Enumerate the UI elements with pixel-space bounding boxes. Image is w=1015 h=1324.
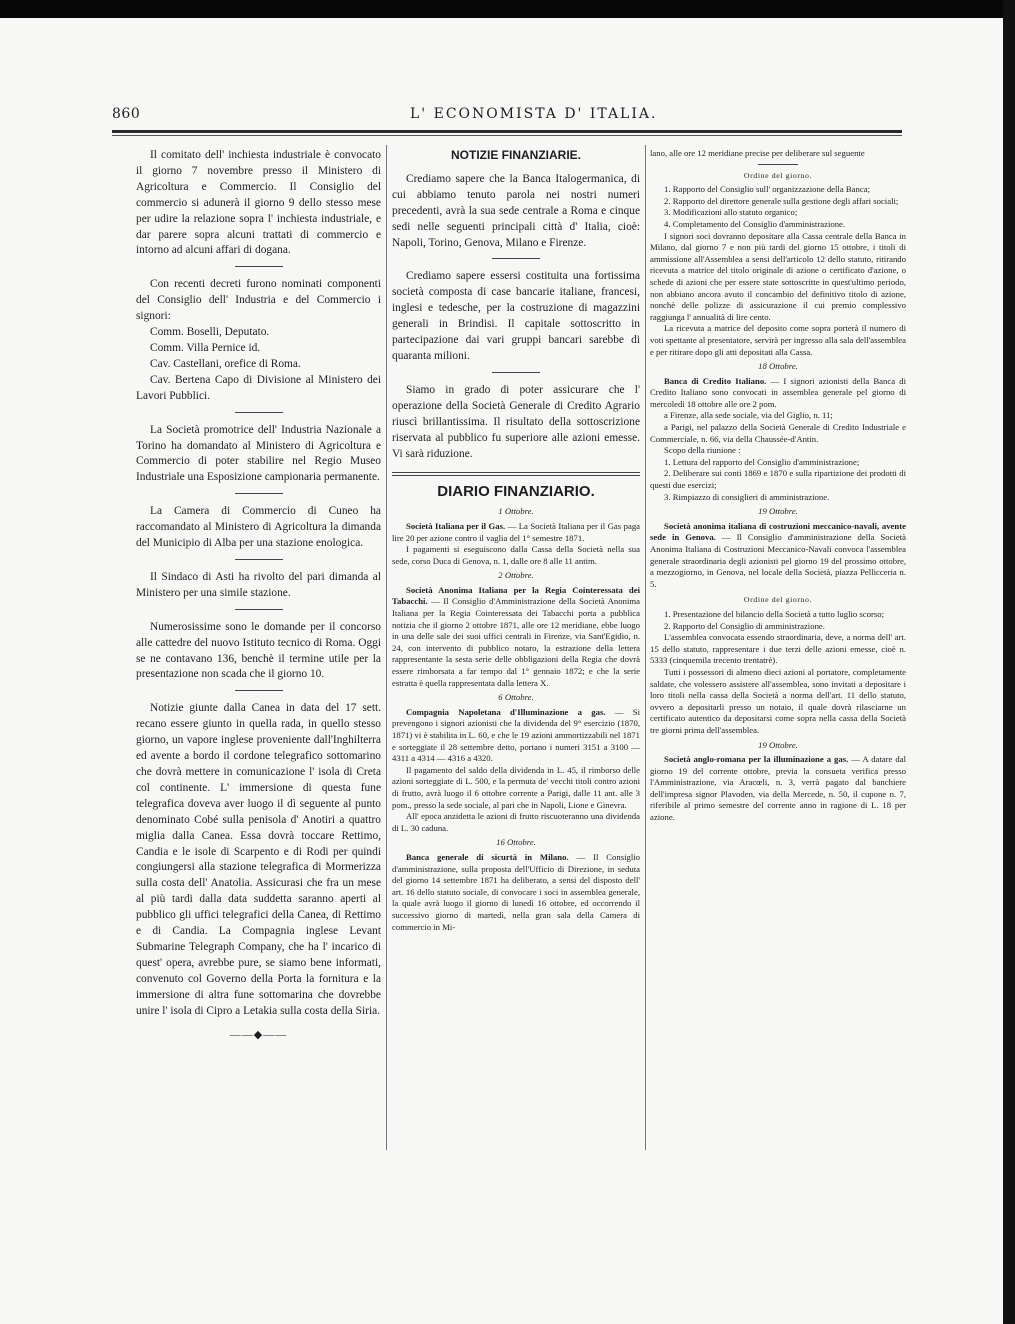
agenda-item: 1. Lettura del rapporto del Consiglio d'amministrazione; xyxy=(664,456,860,467)
news-paragraph: Il comitato dell' inchiesta industriale è convocato il giorno 7 novembre presso il Ministero di Agricoltura e Commercio. Il Consiglio del commercio si adunerà il giorno 9 dello stesso mese per udire la relazione sopra l' inchiesta industriale, e dar parere sopra alcuni trattati di commercio e intorno ad alcuni affari di dogana. xyxy=(136,149,381,257)
entry-heading: Banca di Credito Italiano. xyxy=(664,375,767,386)
entry-text: — Si prevengono i signori azionisti che la dividenda del 9° esercizio (1870, 1871) vi è stabilita in L. 60, e che le 19 azioni ammortizzabili nel 1871 e sorteggiate il 28 settembre detto, portano i numeri 3151 a 3100 — 4311 a 4314 — 4316 a 4320. xyxy=(392,706,641,764)
news-paragraph: Notizie giunte dalla Canea in data del 17 sett. recano essere giunto in quella rada, in quello stesso giorno, un vapore inglese proveniente dall'Inghilterra ed avente a bordo il cordone telegrafico sottomarino che dovrà mettere in comunicazione l' isola di Creta col continente. L' immersione di questa fune telegrafica doveva aver luogo il dì seguente al punto denominato Cobé sulla penisola d' Anotiri a quattro miglia dalla Canea. Essa dovrà toccare Rettimo, Candia e le isole di Scarpento e di Rodi per quindi congiungersi alla stazione telegrafica di Mormerizza sulla costa dell' Anatolia. Assicurasi che fra un mese al più tardi dalla data suddetta saranno aperti al pubblico gli uffici telegrafici della Canea, di Rettimo e di Candia. La Compagnia inglese Levant Submarine Telegraph Company, che ha l' incarico di quest' opera, avrebbe pure, se siamo bene informati, convenuto col Governo della Porta la fornitura e la immersione di altra fune sottomarina che dovrebbe unire l' isola di Cipro a Letakia sulla costa della Siria. xyxy=(136,702,381,1017)
separator xyxy=(235,609,283,610)
entry-text: — Il Consiglio d'Amministrazione della Società Anonima Italiana per la Regia Cointeressata dei Tabacchi porta a pubblica notizia che il giorno 2 ottobre 1871, alle ore 12 meridiane, ebbe luogo in una delle sale dei suoi uffici centrali in Firenze, via Sant'Egidio, n. 24, con intervento di pubblico notaro, la estrazione della lettera rappresentante la sesta serie delle obbligazioni della Regia che dovrà essere rimborsata a far tempo dal 1° gennaio 1872; e che la serie estratta è quella rappresentata dalla lettera X. xyxy=(392,596,640,688)
news-paragraph: Siamo in grado di poter assicurare che l' operazione della Società Generale di Credito Agrario riuscì brillantissima. Il risultato della sottoscrizione riservata al pubblico fu superiore alle azioni emesse. Vi sarà riduzione. xyxy=(392,383,640,460)
separator xyxy=(235,690,283,691)
diary-entry: La ricevuta a matrice del deposito come sopra porterà il numero di voti spettante al presentatore, servirà per ingresso alla sala dell'assemblea e per ritirare dopo gli atti depositati alla Cassa. xyxy=(650,323,906,357)
header-rule xyxy=(112,130,902,133)
entry-text: — Il Consiglio d'amministrazione della Società Anonima Italiana di Costruzioni Meccanico-Navali convoca l'assemblea generale straordinaria degli azionisti pel giorno 19 del prossimo ottobre, a mezzogiorno, in Genova, nel locale della Società, piazza Pellicceria n. 5. xyxy=(650,532,906,589)
location-line: a Parigi, nel palazzo della Società Generale di Credito Industriale e Commerciale, n. 66, via della Chaussée-d'Antin. xyxy=(650,422,906,444)
diary-entry: L'assemblea convocata essendo straordinaria, deve, a norma dell' art. 15 dello statuto, rappresentare i due terzi delle azioni emesse, cioè n. 5333 (cinquemila trecento trentatrè). xyxy=(650,632,906,666)
diary-entry: I pagamenti si eseguiscono dalla Cassa della Società nella sua sede, corso Duca di Genova, n. 1, dalle ore 8 alle 11 antim. xyxy=(392,544,640,566)
news-paragraph: Con recenti decreti furono nominati componenti del Consiglio dell' Industria e del Commercio i signori: xyxy=(136,278,381,323)
separator xyxy=(235,493,283,494)
diary-entry xyxy=(650,521,906,591)
page-header xyxy=(112,106,902,128)
diary-entry: Il pagamento del saldo della dividenda in L. 45, il rimborso delle azioni sorteggiate di L. 500, e la permuta de' vecchi titoli contro azioni di frutto, avrà luogo il 6 ottobre corrente a Parigi, dalle 11 ant. alle 3 pom., presso la sede sociale, al pari che in Napoli, Lione e Ginevra. xyxy=(392,764,640,810)
column-middle xyxy=(392,148,640,933)
entry-text: — Il Consiglio d'amministrazione, sulla proposta dell'Ufficio di Direzione, in seduta del giorno 14 settembre 1871 ha deliberato, a sensi del disposto dell' art. 16 dello statuto sociale, di convocare i soci in assemblea generale, la quale avrà luogo il giorno di lunedì 16 ottobre, ed occorrendo il successivo giorno di martedì, nella gran sala della Camera di commercio in Mi- xyxy=(392,851,641,932)
news-paragraph: La Società promotrice dell' Industria Nazionale a Torino ha domandato al Ministero di Agricoltura e Commercio di poter stabilire nel Regio Museo Industriale una Esposizione campionaria permanente. xyxy=(136,423,381,484)
end-ornament: ——◆—— xyxy=(229,1028,288,1041)
diary-entry: All' epoca anzidetta le azioni di frutto riscuoteranno una dividenda di L. 30 caduna. xyxy=(392,811,640,833)
section-rule xyxy=(392,472,640,476)
separator xyxy=(758,164,798,165)
news-paragraph: Numerosissime sono le domande per il concorso alle cattedre del nuovo Istituto tecnico di Roma. Oggi se ne contavano 136, benchè il termine utile per la presentazione non scada che il giorno 10. xyxy=(136,620,381,681)
section-title: NOTIZIE FINANZIARIE. xyxy=(451,148,581,162)
diary-entry xyxy=(392,707,640,765)
agenda-item: 3. Modificazioni allo statuto organico; xyxy=(664,207,798,218)
agenda-item: 3. Rimpiazzo di consiglieri di amministrazione. xyxy=(664,491,830,502)
agenda-title: Ordine del giorno. xyxy=(743,170,813,180)
column-left xyxy=(136,148,381,1043)
journal-title: L' ECONOMISTA D' ITALIA. xyxy=(410,106,658,122)
agenda-item: 2. Deliberare sui conti 1869 e 1870 e sulla ripartizione dei prodotti di questi due esercizi; xyxy=(650,468,906,491)
news-paragraph: Il Sindaco di Asti ha rivolto del pari dimanda al Ministero per una simile stazione. xyxy=(136,570,381,599)
separator xyxy=(235,559,283,560)
entry-text: — La Società Italiana per il Gas paga lire 20 per azione contro il vaglia del 1° semestre 1871. xyxy=(392,520,641,543)
name-entry: Cav. Castellani, orefice di Roma. xyxy=(150,357,301,370)
entry-heading: Banca generale di sicurtà in Milano. xyxy=(406,851,569,862)
separator xyxy=(235,266,283,267)
diary-entry xyxy=(650,376,906,411)
agenda-item: 2. Rapporto del Consiglio di amministrazione. xyxy=(664,620,825,631)
header-rule-thin xyxy=(112,135,902,136)
entry-heading: Società anonima italiana di costruzioni meccanico-navali, avente sede in Genova. xyxy=(650,520,906,543)
column-divider xyxy=(645,145,646,1150)
entry-date: 18 Ottobre. xyxy=(758,361,798,372)
name-entry: Comm. Boselli, Deputato. xyxy=(150,326,270,339)
entry-text: — I signori azionisti della Banca di Credito Italiano sono convocati in assemblea generale pel giorno di mercoledì 18 ottobre alle ore 2 pom. xyxy=(650,375,907,409)
diary-entry: lano, alle ore 12 meridiane precise per deliberare sul seguente xyxy=(650,148,865,158)
entry-date: 16 Ottobre. xyxy=(496,837,536,848)
name-entry: Cav. Bertena Capo di Divisione al Ministero dei Lavori Pubblici. xyxy=(136,373,381,402)
diary-entry: Tutti i possessori di almeno dieci azioni al portatore, completamente saldate, che volessero assistere all'assemblea, sono invitati a depositare i loro titoli nella cassa della Società a norma dell'art. 11 dello statuto, ovvero a depositarli presso un notaio, il quale dovrà rilasciarne un certificato autentico da depositarsi come sopra nella cassa della Società tre giorni prima dell'assemblea. xyxy=(650,666,906,735)
entry-date: 2 Ottobre. xyxy=(498,570,534,581)
separator xyxy=(492,258,540,259)
agenda-item: 4. Completamento del Consiglio d'amministrazione. xyxy=(664,218,846,229)
separator xyxy=(235,412,283,413)
separator xyxy=(492,372,540,373)
section-title: DIARIO FINANZIARIO. xyxy=(437,483,595,501)
diary-entry: I signori soci dovranno depositare alla Cassa centrale della Banca in Milano, dal giorno 7 e non più tardi del giorno 15 ottobre, i titoli di ammissione all'Assemblea a sensi dell'articolo 12 dello statuto, ritirando ricevuta a matrice del titolo originale di azione o certificato d'azione, o schede di azioni che per essere state sottoscritte in quest'ultimo periodo, non abbiano ancora avuto il concambio del definitivo titolo di azione, nonchè delle polizze di assicurazione il cui premio complessivo raggiunga l' annualità di lire cento. xyxy=(650,230,906,322)
news-paragraph: Crediamo sapere essersi costituita una fortissima società composta di case bancarie italiane, francesi, inglesi e tedesche, per la costruzione di magazzini generali in Brindisi. Il capitale sottoscritto in partecipazione dai vari gruppi bancari sarebbe di quaranta milioni. xyxy=(392,270,640,362)
entry-date: 6 Ottobre. xyxy=(498,692,534,703)
agenda-item: 1. Rapporto del Consiglio sull' organizzazione della Banca; xyxy=(664,184,870,195)
entry-heading: Società Anonima Italiana per la Regia Cointeressata dei Tabacchi. xyxy=(392,584,640,607)
scan-right-border xyxy=(1003,0,1015,1324)
entry-date: 1 Ottobre. xyxy=(498,506,534,517)
diary-entries xyxy=(392,506,640,933)
agenda-item: 1. Presentazione del bilancio della Società a tutto luglio scorso; xyxy=(664,608,885,619)
agenda-item: 2. Rapporto del direttore generale sulla gestione degli affari sociali; xyxy=(664,195,899,206)
entry-date: 19 Ottobre. xyxy=(758,739,798,750)
diary-entry xyxy=(392,585,640,689)
agenda-title: Scopo della riunione : xyxy=(664,445,741,456)
column-divider xyxy=(386,145,387,1150)
entry-date: 19 Ottobre. xyxy=(758,506,798,517)
diary-entry xyxy=(392,852,640,933)
diary-entry xyxy=(650,754,906,824)
location-line: a Firenze, alla sede sociale, via del Giglio, n. 11; xyxy=(664,410,833,421)
agenda-title: Ordine del giorno. xyxy=(743,595,813,605)
diary-entry xyxy=(392,521,640,544)
entry-text: — A datare dal giorno 19 del corrente ottobre, previa la consueta verifica presso l'Amministrazione, via Aracœli, n. 3, verrà pagato dal banchiere dell'impresa signor Plavoden, via della Mercede, n. 50, il cupone n. 7, riferibile al primo semestre del corrente anno in ragione di L. 18 per azione. xyxy=(650,754,906,823)
name-entry: Comm. Villa Pernice id. xyxy=(150,341,261,354)
entry-heading: Compagnia Napoletana d'Illuminazione a gas. xyxy=(406,706,606,717)
entry-heading: Società anglo-romana per la illuminazione a gas. xyxy=(664,754,849,765)
scan-top-border xyxy=(0,0,1015,20)
news-paragraph: La Camera di Commercio di Cuneo ha raccomandato al Ministero di Agricoltura la dimanda del Municipio di Alba per una stazione enologica. xyxy=(136,505,381,550)
news-paragraph: Crediamo sapere che la Banca Italogermanica, di cui abbiamo tenuto parola nei nostri numeri precedenti, avrà la sua sede centrale a Roma e cinque sedi nelle seguenti principali città d' Italia, cioè: Napoli, Torino, Genova, Milano e Firenze. xyxy=(392,172,640,249)
column-right xyxy=(650,148,906,824)
page-number: 860 xyxy=(112,106,141,122)
entry-heading: Società Italiana per il Gas. xyxy=(406,520,506,531)
